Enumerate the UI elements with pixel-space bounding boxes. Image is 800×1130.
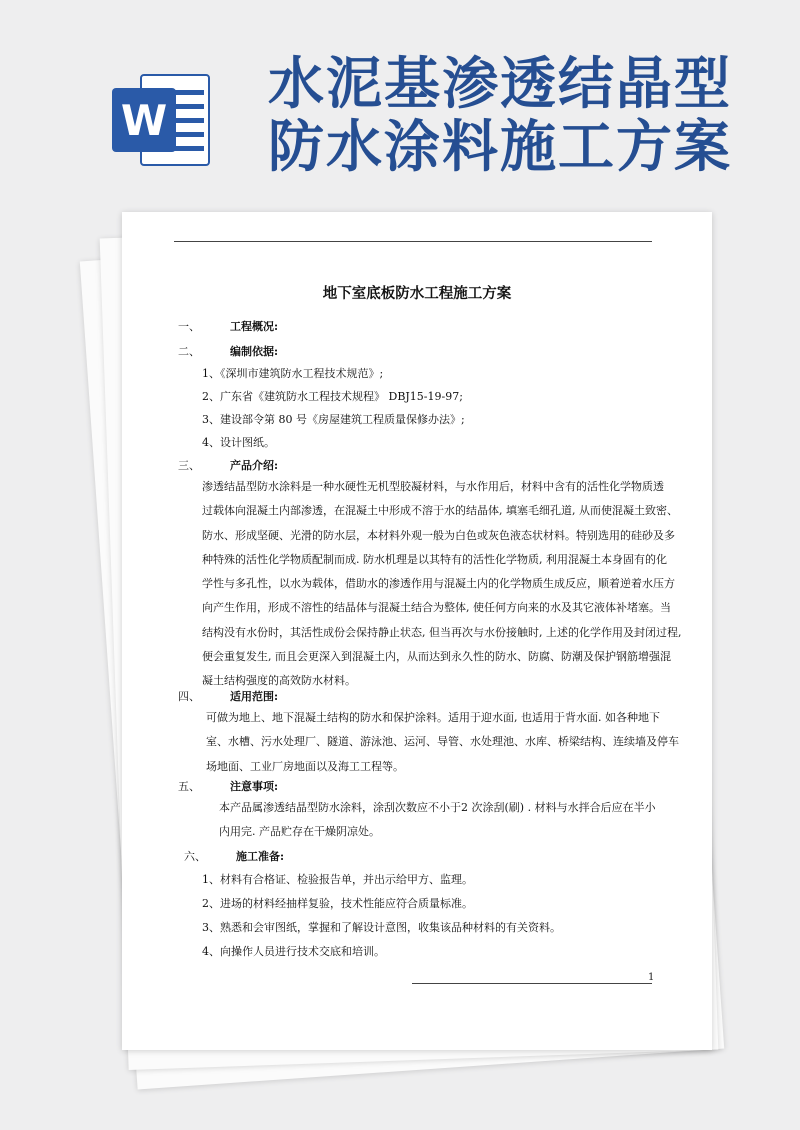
paragraph-line: 学性与多孔性，以水为载体，借助水的渗透作用与混凝土内的化学物质生成反应，顺着逆着水压方 bbox=[202, 577, 675, 591]
paragraph-line: 种特殊的活性化学物质配制而成. 防水机理是以其特有的活性化学物质, 利用混凝土本身固有的化 bbox=[202, 552, 667, 566]
banner-title-line-2: 防水涂料施工方案 bbox=[268, 115, 732, 180]
paragraph-line: 结构没有水份时，其活性成份会保持静止状态, 但当再次与水份接触时, 上述的化学作用及封闭过程, bbox=[202, 625, 682, 639]
section-number: 三、 bbox=[178, 459, 200, 472]
section-label: 产品介绍: bbox=[230, 459, 279, 472]
section-label: 适用范围: bbox=[230, 690, 279, 703]
footer-rule bbox=[412, 983, 652, 984]
banner bbox=[0, 0, 800, 200]
document-title: 地下室底板防水工程施工方案 bbox=[322, 285, 512, 302]
basis-item: 3、建设部令第 80 号《房屋建筑工程质量保修办法》; bbox=[202, 413, 465, 426]
paragraph-line: 可做为地上、地下混凝土结构的防水和保护涂料。适用于迎水面, 也适用于背水面. 如各种地下 bbox=[206, 711, 660, 724]
paragraph-line: 向产生作用，形成不溶性的结晶体与混凝土结合为整体, 使任何方向来的水及其它液体补堵塞。当 bbox=[202, 601, 671, 615]
section-label: 注意事项: bbox=[230, 780, 279, 793]
preparation-item: 4、向操作人员进行技术交底和培训。 bbox=[202, 945, 385, 958]
notes-paragraph bbox=[219, 796, 656, 845]
paragraph-line: 场地面、工业厂房地面以及海工工程等。 bbox=[206, 759, 404, 773]
section-number: 四、 bbox=[178, 690, 200, 703]
section-label: 编制依据: bbox=[230, 345, 279, 358]
page-number: 1 bbox=[648, 972, 655, 983]
word-document-icon bbox=[112, 70, 212, 170]
paragraph-line: 凝土结构强度的高效防水材料。 bbox=[202, 674, 356, 688]
word-letter-tile: W bbox=[112, 88, 176, 152]
preparation-item: 1、材料有合格证、检验报告单，并出示给甲方、监理。 bbox=[202, 873, 473, 886]
scope-paragraph bbox=[206, 706, 679, 779]
preparation-item: 2、进场的材料经抽样复验，技术性能应符合质量标准。 bbox=[202, 897, 473, 910]
basis-item: 4、设计图纸。 bbox=[202, 436, 275, 449]
paragraph-line: 本产品属渗透结晶型防水涂料，涂刮次数应不小于2 次涂刮(刷) . 材料与水拌合后应在半小 bbox=[219, 801, 656, 814]
section-number: 一、 bbox=[178, 320, 200, 333]
section-number: 二、 bbox=[178, 345, 200, 358]
section-label: 施工准备: bbox=[236, 850, 285, 863]
paragraph-line: 渗透结晶型防水涂料是一种水硬性无机型胶凝材料，与水作用后，材料中含有的活性化学物质透 bbox=[202, 480, 664, 493]
preparation-item: 3、熟悉和会审图纸，掌握和了解设计意图，收集该品种材料的有关资料。 bbox=[202, 921, 561, 934]
paragraph-line: 过载体向混凝土内部渗透，在混凝土中形成不溶于水的结晶体, 填塞毛细孔道, 从而使混凝土致密、 bbox=[202, 504, 678, 518]
paragraph-line: 防水、形成坚硬、光滑的防水层，本材料外观一般为白色或灰色液态状材料。特别选用的硅砂及多 bbox=[202, 528, 675, 542]
section-number: 五、 bbox=[178, 780, 200, 793]
basis-item: 2、广东省《建筑防水工程技术规程》 DBJ15-19-97; bbox=[202, 390, 463, 403]
basis-item: 1、《深圳市建筑防水工程技术规范》; bbox=[202, 367, 384, 380]
section-number: 六、 bbox=[184, 850, 206, 863]
paragraph-line: 便会重复发生, 而且会更深入到混凝土内，从而达到永久性的防水、防腐、防潮及保护钢筋增强混 bbox=[202, 650, 671, 664]
product-paragraph bbox=[202, 475, 681, 694]
paragraph-line: 室、水槽、污水处理厂、隧道、游泳池、运河、导管、水处理池、水库、桥梁结构、连续墙及停车 bbox=[206, 735, 679, 749]
document-page bbox=[122, 212, 712, 1050]
section-label: 工程概况: bbox=[230, 320, 279, 333]
paragraph-line: 内用完. 产品贮存在干燥阴凉处。 bbox=[219, 825, 380, 839]
banner-title-line-1: 水泥基渗透结晶型 bbox=[268, 52, 732, 117]
header-rule bbox=[174, 241, 652, 242]
